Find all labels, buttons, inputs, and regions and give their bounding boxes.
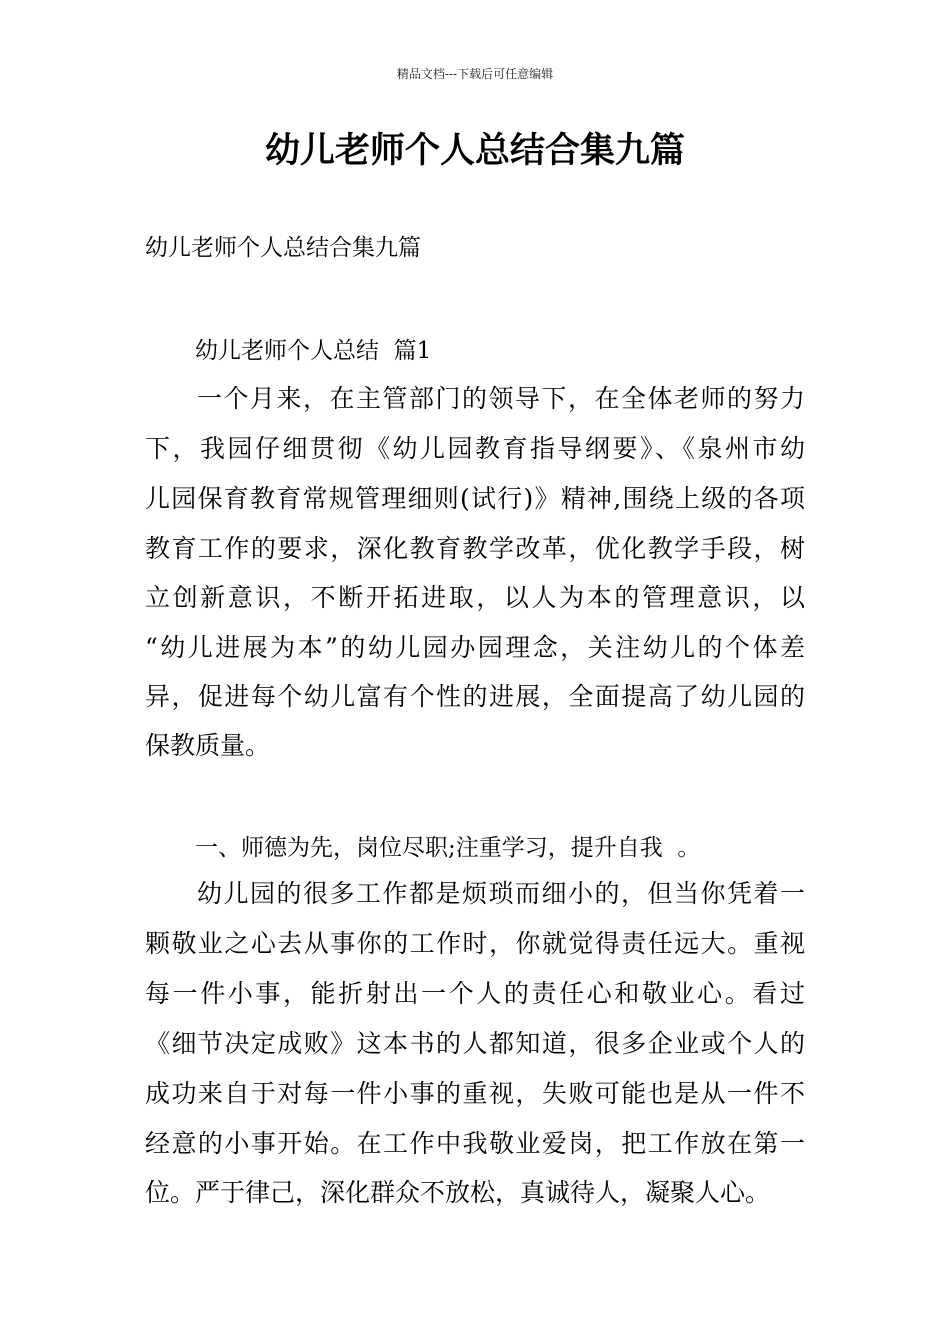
paragraph-line: 经意的小事开始。在工作中我敬业爱岗，把工作放在第一	[145, 1129, 805, 1158]
paragraph-line: 每一件小事，能折射出一个人的责任心和敬业心。看过	[145, 979, 805, 1008]
paragraph-line: 教育工作的要求，深化教育教学改革，优化教学手段，树	[145, 534, 805, 563]
section-heading: 一、师德为先，岗位尽职;注重学习，提升自我 。	[195, 835, 701, 861]
paragraph-line: “幼儿进展为本”的幼儿园办园理念，关注幼儿的个体差	[145, 633, 805, 662]
paragraph-line: 成功来自于对每一件小事的重视，失败可能也是从一件不	[145, 1079, 805, 1108]
document-title: 幼儿老师个人总结合集九篇	[264, 130, 685, 171]
paragraph-line: 颗敬业之心去从事你的工作时，你就觉得责任远大。重视	[145, 929, 805, 958]
paragraph-line: 儿园保育教育常规管理细则(试行)》精神,围绕上级的各项	[145, 484, 805, 513]
document-subtitle: 幼儿老师个人总结合集九篇	[145, 235, 421, 261]
paragraph-line: 保教质量。	[145, 731, 271, 760]
paragraph-line: 异，促进每个幼儿富有个性的进展，全面提高了幼儿园的	[145, 682, 805, 711]
paragraph-line: 下，我园仔细贯彻《幼儿园教育指导纲要》、《泉州市幼	[145, 434, 805, 463]
paragraph-line: 位。严于律己，深化群众不放松，真诚待人，凝聚人心。	[145, 1178, 771, 1207]
paragraph-line: 立创新意识，不断开拓进取，以人为本的管理意识，以	[145, 583, 805, 612]
section-heading: 幼儿老师个人总结 篇1	[195, 338, 432, 364]
header-note: 精品文档---下载后可任意编辑	[396, 67, 554, 81]
paragraph-line: 一个月来，在主管部门的领导下，在全体老师的努力	[197, 384, 805, 413]
paragraph-line: 《细节决定成败》这本书的人都知道，很多企业或个人的	[145, 1029, 805, 1058]
paragraph-line: 幼儿园的很多工作都是烦琐而细小的，但当你凭着一	[197, 879, 805, 908]
